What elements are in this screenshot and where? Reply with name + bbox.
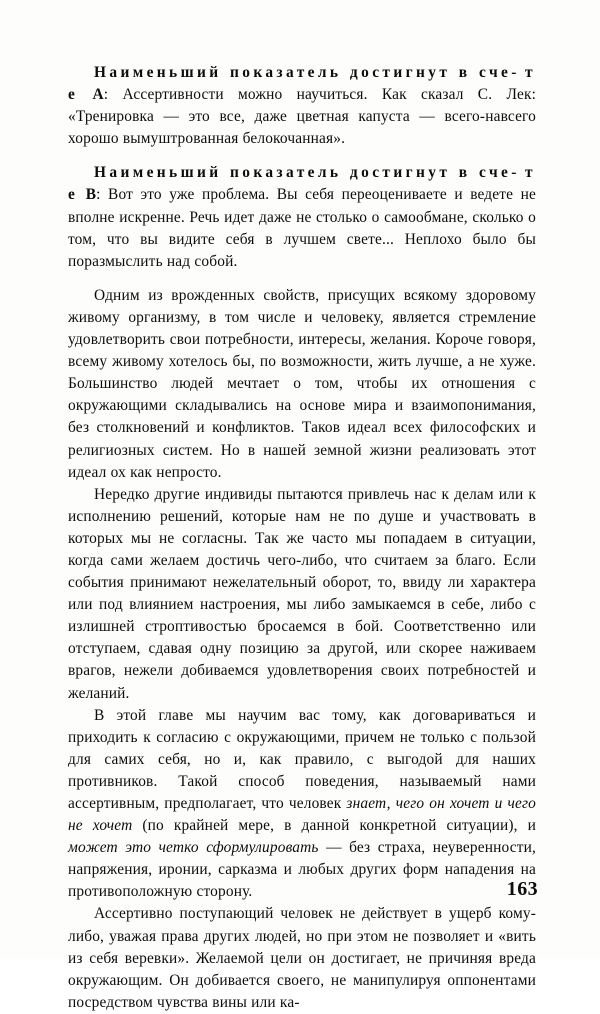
paragraph-2-label: В [85,186,97,204]
paragraph-2 [68,162,536,272]
paragraph-1-lead-tail: т е [68,64,536,104]
paragraph-1-label: А [92,86,104,104]
paragraph-5-seg-4-italic: может это четко сформулировать [68,839,319,857]
paragraph-4: Нередко другие индивиды пытаются привлечь нас к делам или к исполнению решений, которые нам не по душе и участвовать в которых мы не согласны. Так же часто мы попадаем в ситуации, когда сами желаем достичь чего-либо, что считаем за благо. Если события принимают нежелательный оборот, то, ввиду ли характера или под влиянием настроения, мы либо замыкаемся в себе, либо с излишней строптивостью бросаемся в бой. Соответственно или отступаем, сдавая одну позицию за другой, или скорее наживаем врагов, нежели добиваемся удовлетворения своих потребностей и желаний. [68,485,536,702]
paragraph-6: Ассертивно поступающий человек не действует в ущерб кому-либо, уважая права других людей, но при этом не позволяет и «вить из себя веревки». Желаемой цели он достигает, не причиняя вреда окружающим. Он добивается своего, не манипулируя оппонентами посредством чувства вины или ка- [68,905,536,1011]
paragraph-1 [68,62,536,150]
paragraph-5-seg-5: — без страха, неуверенности, напряжения, иронии, сарказма и любых других форм нападения на противоположную сторону. [68,839,537,901]
paragraph-1-lead: Наименьший показатель достигнут в сче- [94,64,520,81]
page-number: 163 [506,878,538,900]
paragraph-2-lead-tail: т е [68,164,536,204]
paragraph-3: Одним из врожденных свойств, присущих всякому здоровому живому организму, в том числе и человеку, является стремление удовлетворить свои потребности, интересы, желания. Короче говоря, всему живому хотелось бы, по возможности, жить лучше, а не хуже. Большинство людей мечтает о том, чтобы их отношения с окружающими складывались на основе мира и взаимопонимания, без столкновений и конфликтов. Таков идеал всех философских и религиозных систем. Но в нашей земной жизни реализовать этот идеал ох как непросто. [68,286,536,481]
paragraph-5-seg-2-italic: знает, чего он хочет и чего не хочет [68,795,536,835]
paragraph-2-body: : Вот это уже проблема. Вы себя переоцениваете и ведете не вполне искренне. Речь идет даже не столько о самообмане, сколько о том, что вы видите себя в лучшем свете... Неплохо было бы поразмыслить над собой. [68,186,536,270]
paragraph-2-lead: Наименьший показатель достигнут в сче- [94,164,520,182]
text-column [68,62,536,1014]
paragraph-5-seg-1: В этой главе мы научим вас тому, как договариваться и приходить к согласию с окружающими, причем не только с пользой для самих себя, но и, как правило, с выгодой для наших противников. Такой способ поведения, называемый нами ассертивным, предполагает, что человек [68,706,536,812]
paragraph-5 [68,705,536,904]
paragraph-5-seg-3: (по крайней мере, в данной конкретной ситуации), и [132,817,537,835]
paragraph-1-body: : Ассертивности можно научиться. Как сказал С. Лек: «Тренировка — это все, даже цветная капуста — всего-навсего хорошо вымуштрованная белокочанная». [68,86,537,148]
